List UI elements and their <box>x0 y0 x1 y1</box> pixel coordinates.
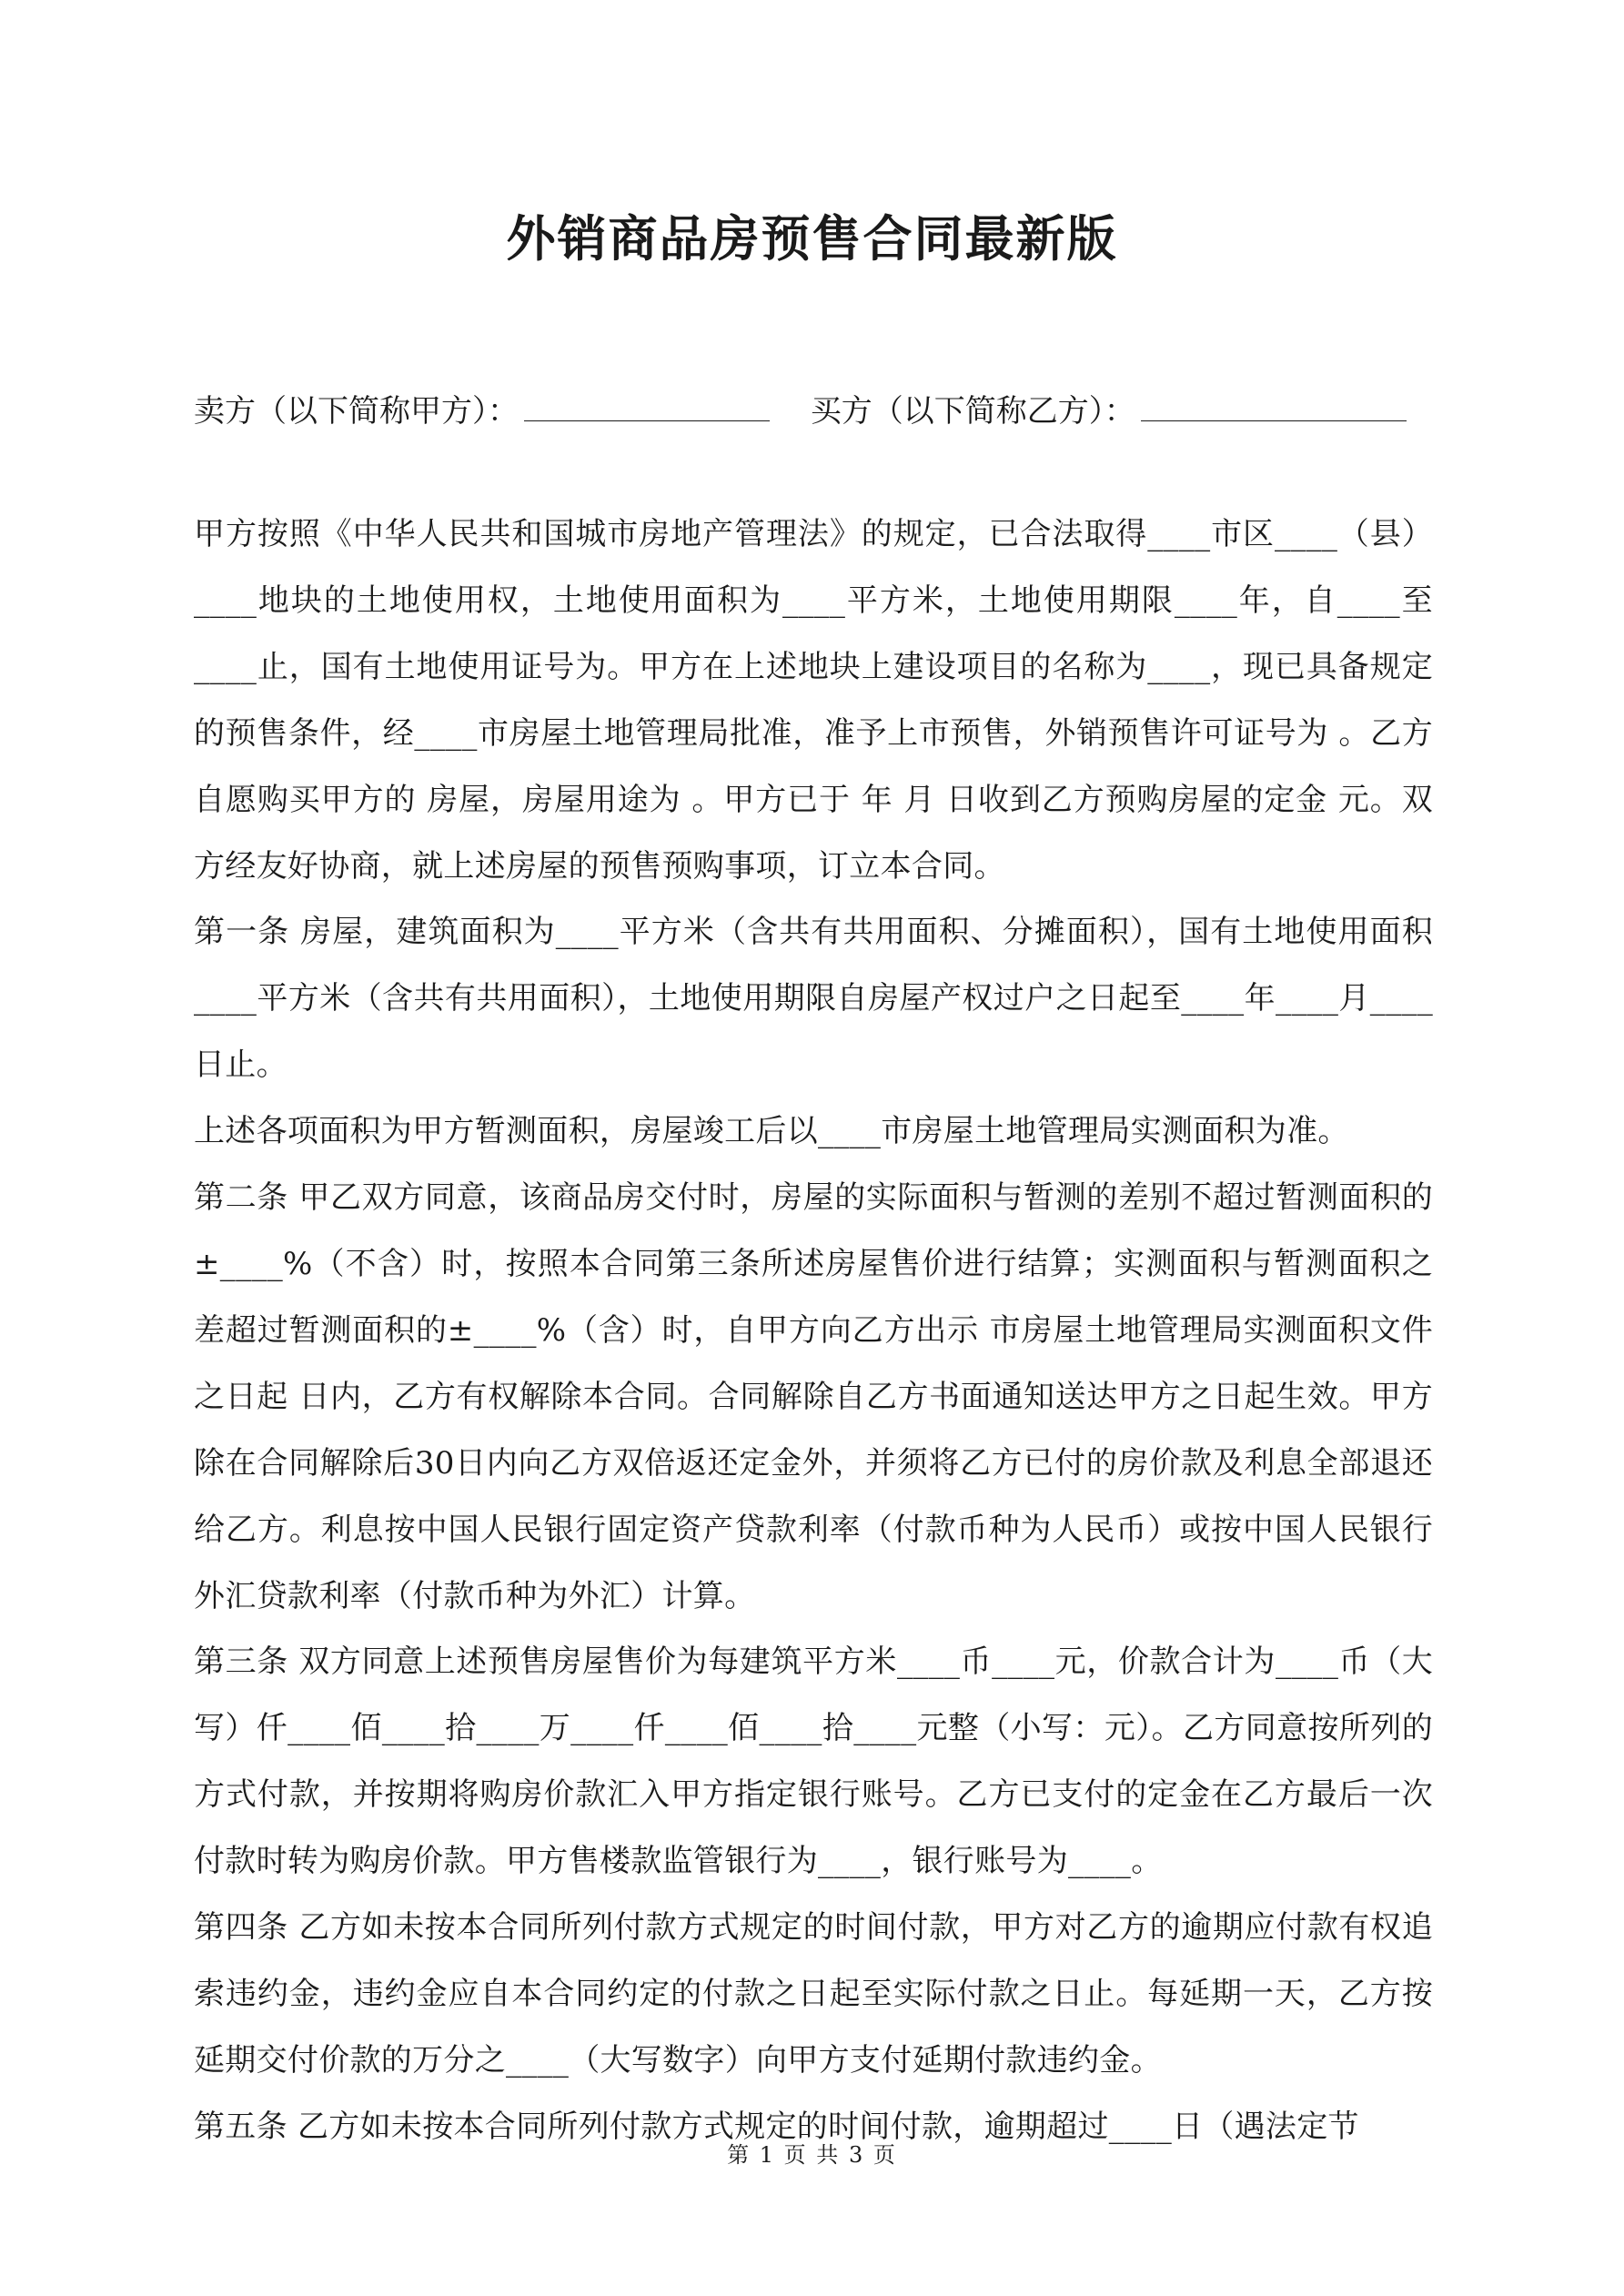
buyer-blank <box>1141 380 1407 421</box>
article-3-paragraph: 第三条 双方同意上述预售房屋售价为每建筑平方米____币____元，价款合计为____币（大写）仟____佰____拾____万____仟____佰____拾____元整（小写：元）。乙方同意按所列的方式付款，并按期将购房价款汇入甲方指定银行账号。乙方已支付的定金在乙方最后一次付款时转为购房价款。甲方售楼款监管银行为____，银行账号为____。 <box>194 1644 1433 1880</box>
document-title: 外销商品房预售合同最新版 <box>506 209 1118 268</box>
seller-label: 卖方（以下简称甲方）： <box>194 393 519 430</box>
page-number: 第 1 页 共 3 页 <box>727 2142 897 2168</box>
article-2-paragraph: 第二条 甲乙双方同意，该商品房交付时，房屋的实际面积与暂测的差别不超过暂测面积的±____%（不含）时，按照本合同第三条所述房屋售价进行结算；实测面积与暂测面积之差超过暂测面积的±____%（含）时，自甲方向乙方出示 市房屋土地管理局实测面积文件之日起 日内，乙方有权解除本合同。合同解除自乙方书面通知送达甲方之日起生效。甲方除在合同解除后30日内向乙方双倍返还定金外，并须将乙方已付的房价款及利息全部退还给乙方。利息按中国人民银行固定资产贷款利率（付款币种为人民币）或按中国人民银行外汇贷款利率（付款币种为外汇）计算。 <box>194 1179 1433 1614</box>
seller-field <box>194 380 770 440</box>
buyer-field <box>811 380 1407 440</box>
area-note-paragraph: 上述各项面积为甲方暂测面积，房屋竣工后以____市房屋土地管理局实测面积为准。 <box>194 1113 1349 1150</box>
parties-line <box>194 380 1449 440</box>
seller-blank <box>524 380 770 421</box>
buyer-label: 买方（以下简称乙方）： <box>810 393 1135 430</box>
article-4-paragraph: 第四条 乙方如未按本合同所列付款方式规定的时间付款，甲方对乙方的逾期应付款有权追索违约金，违约金应自本合同约定的付款之日起至实际付款之日止。每延期一天，乙方按延期交付价款的万分之____（大写数字）向甲方支付延期付款违约金。 <box>194 1909 1433 2079</box>
article-1-paragraph: 第一条 房屋，建筑面积为____平方米（含共有共用面积、分摊面积），国有土地使用面积____平方米（含共有共用面积），土地使用期限自房屋产权过户之日起至____年____月____日止。 <box>194 914 1433 1084</box>
preamble-paragraph: 甲方按照《中华人民共和国城市房地产管理法》的规定，已合法取得____市区____（县）____地块的土地使用权，土地使用面积为____平方米，土地使用期限____年，自____至____止，国有土地使用证号为。甲方在上述地块上建设项目的名称为____，现已具备规定的预售条件，经____市房屋土地管理局批准，准予上市预售，外销预售许可证号为 。乙方自愿购买甲方的 房屋，房屋用途为 。甲方已于 年 月 日收到乙方预购房屋的定金 元。双方经友好协商，就上述房屋的预售预购事项，订立本合同。 <box>194 516 1433 885</box>
article-5-paragraph: 第五条 乙方如未按本合同所列付款方式规定的时间付款，逾期超过____日（遇法定节 <box>194 2108 1359 2145</box>
contract-body <box>194 501 1433 2160</box>
